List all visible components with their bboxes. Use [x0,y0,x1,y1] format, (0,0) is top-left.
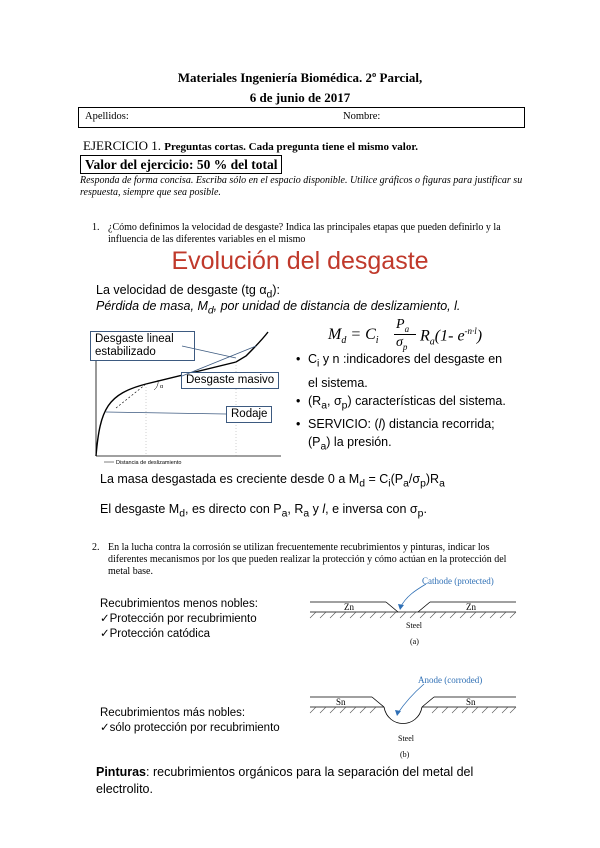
callout-arrows [86,328,286,468]
paints-note [96,764,516,798]
figure-a-steel: Steel [406,621,422,630]
figure-a-steel-hatch [310,612,516,618]
wear-rate-line: La velocidad de desgaste (tg $\alpha_d$): [96,283,280,301]
figure-a-coat-left: Zn [344,602,354,612]
question-1-text: ¿Cómo definimos la velocidad de desgaste? Indica las principales etapas que pueden definirlo y la influencia de las diferentes variables en el mismo [108,222,501,245]
bullet-system-characteristics: • ($R_a$, $\sigma_p$) características del sistema. [296,392,506,416]
figure-b-tin-coating [306,673,536,765]
slide-title: Evolución del desgaste [171,247,429,275]
more-noble-item-1: ✓sólo protección por recubrimiento [100,722,280,734]
figure-b-label: Anode (corroded) [418,675,483,685]
arrow-running-in [106,412,226,414]
less-noble-coatings [100,597,258,642]
more-noble-coatings [100,706,280,736]
wear-factors-list [296,350,506,457]
mass-growth-line: La masa desgastada es creciente desde 0 a $M_d = C_i(P_a/\sigma_p)R_a$ [100,472,445,490]
graph-alpha-label: α [160,384,164,390]
figure-b-steel: Steel [398,734,414,743]
figure-a-caption: (a) [410,637,419,646]
exercise-value-box: Valor del ejercicio: 50 % del total [80,155,282,174]
figure-b-pit [384,707,422,724]
document-title: Materiales Ingeniería Biomédica. 2º Parcial, [177,70,423,85]
less-noble-item-1: ✓Protección por recubrimiento [100,613,257,625]
figure-b-steel-hatch [310,707,516,713]
question-2-text: En la lucha contra la corrosión se utilizan frecuentemente recubrimientos y pinturas, indicar los diferentes mecanismos por los que pueden realizar la protección y cómo actúan en la protección del metal base. [108,542,507,577]
bullet-service: • SERVICIO: (l) distancia recorrida; $(P_a)$ la presión. [296,415,506,457]
callout-massive-wear: Desgaste masivo [181,372,279,389]
question-1 [92,222,528,246]
less-noble-item-2: ✓Protección catódica [100,628,210,640]
figure-a-coat-right: Zn [466,602,476,612]
question-1-number: 1. [92,222,100,233]
exercise-title: EJERCICIO 1. [83,138,161,153]
apellidos-label: Apellidos: [85,111,129,122]
exercise-instructions: Responda de forma concisa. Escriba sólo en el espacio disponible. Utilice gráficos o figuras para justificar su respuesta, siempre que sea posible. [80,175,523,198]
wear-proportionality-line: El desgaste $M_d$, es directo con $P_a$, $R_a$ y l, e inversa con $\sigma_p$. [100,502,427,520]
bullet-indicators: • $C_i$ y n :indicadores del desgaste en el sistema. [296,350,506,392]
document-date: 6 de junio de 2017 [249,90,351,105]
figure-a-arrow [400,584,426,608]
exercise-subtitle: Preguntas cortas. Cada pregunta tiene el mismo valor. [164,141,418,153]
arrow-stabilized [182,346,236,358]
nombre-label: Nombre: [343,111,381,122]
question-2-number: 2. [92,542,100,553]
callout-running-in: Rodaje [226,406,272,423]
figure-a-label: Cathode (protected) [422,576,494,586]
mass-loss-line: Pérdida de masa, $M_d$, por unidad de distancia de deslizamiento, l. [96,299,461,317]
figure-b-arrow [398,684,424,713]
arrow-massive [182,346,256,376]
more-noble-title: Recubrimientos más nobles: [100,707,246,719]
figure-b-caption: (b) [400,750,410,759]
paints-label: Pinturas [96,765,147,779]
less-noble-title: Recubrimientos menos nobles: [100,598,258,610]
wear-formula: $M_d = C_i$ $P_a$ $\sigma_p$ $R_a(1-$ $e^{-n\cdot l}$) [328,317,483,352]
figure-b-coat-right: Sn [466,697,476,707]
figure-a-zinc-coating [306,574,536,652]
paints-description: : recubrimientos orgánicos para la separación del metal del electrolito. [96,765,474,796]
question-2 [92,542,528,578]
figure-b-coat-left: Sn [336,697,346,707]
graph-x-label: Distancia de deslizamiento [116,460,182,466]
exercise-heading [83,138,418,154]
name-box [78,107,525,128]
callout-stabilized-wear: Desgaste lineal estabilizado [90,331,195,361]
